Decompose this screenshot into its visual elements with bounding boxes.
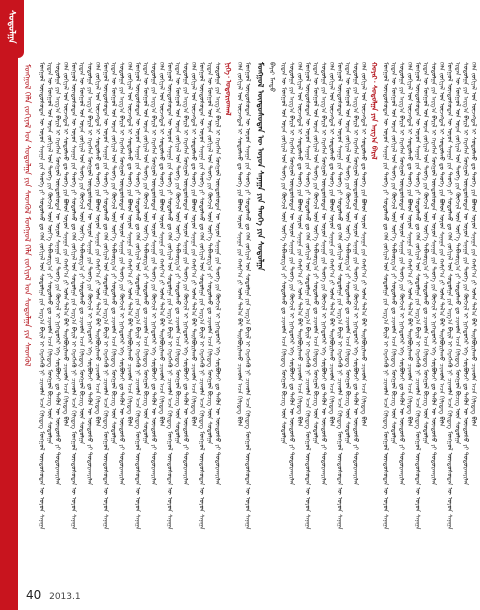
text-column: ᠰᠤᠳᠤᠯᠭᠠ ᠶᠢᠨ ᠠᠷᠭ᠎ᠠ ᠪᠠᠷᠢᠯ ᠢ ᠬᠡᠷᠡᠭᠯᠡᠨ ᠮᠣᠩᠭᠣᠯ ᠦᠨᠳᠦᠰᠦᠲᠡᠨ ᠦ ᠣᠶᠤᠨ ᠰᠠᠨᠠᠭᠠ ᠶᠢᠨ ᠲᠡᠦᠬᠡ ᠶᠢᠨ ᠬᠥᠭᠵᠢᠯ ᠢ ᠨᠢᠭᠡᠳᠦᠭᠡᠷ ᠡᠬᠡ ᠰᠤᠷᠪᠤᠯᠵᠢ ᠳᠤ ᠲᠡᠭᠦᠨ ᠦ ᠦᠨᠳᠦᠰᠦ ᠶᠢ ᠲᠣᠳᠤᠷᠬᠠᠶᠢᠯᠠᠨ: [398, 62, 405, 486]
text-column: ᠬᠡᠯᠡ ᠵᠣᠬᠢᠶᠠᠯ ᠤᠨ ᠦᠵᠡᠭᠳᠡᠯ ᠢ ᠰᠤᠳᠤᠯᠬᠤ ᠳᠤ ᠲᠡᠦᠬᠡ ᠶᠢᠨ ᠪᠣᠯᠤᠨ ᠣᠶᠤᠨ ᠰᠠᠨᠠᠭᠠ ᠶᠢᠨ ᠬᠠᠮᠢᠶ᠎ᠠ ᠶᠢ ᠣᠯᠠᠨ ᠲᠠᠯ᠎ᠠ ᠪᠠᠷ ᠲᠠᠢᠯᠪᠤᠷᠢᠯᠠᠬᠤ ᠴᠢᠬᠤᠯᠠ ᠠᠴᠠ ᠬᠢᠯᠢᠳᠡᠭ ᠪᠢᠯᠡ: [470, 62, 477, 427]
text-column: ᠰᠤᠳᠤᠯᠭᠠ ᠶᠢᠨ ᠠᠷᠭ᠎ᠠ ᠪᠠᠷᠢᠯ ᠢ ᠬᠡᠷᠡᠭᠯᠡᠨ ᠮᠣᠩᠭᠣᠯ ᠦᠨᠳᠦᠰᠦᠲᠡᠨ ᠦ ᠣᠶᠤᠨ ᠰᠠᠨᠠᠭᠠ ᠶᠢᠨ ᠲᠡᠦᠬᠡ ᠶᠢᠨ ᠬᠥᠭᠵᠢᠯ ᠢ ᠨᠢᠭᠡᠳᠦᠭᠡᠷ ᠡᠬᠡ ᠰᠤᠷᠪᠤᠯᠵᠢ ᠳᠤ ᠲᠡᠭᠦᠨ ᠦ ᠦᠨᠳᠦᠰᠦ ᠶᠢ ᠲᠣᠳᠤᠷᠬᠠᠶᠢᠯᠠᠨ: [54, 62, 61, 486]
text-column: ᠮᠣᠩᠭᠣᠯ ᠦᠨᠳᠦᠰᠦᠲᠡᠨ ᠦ ᠣᠶᠤᠨ ᠰᠠᠨᠠᠭᠠ ᠶᠢᠨ ᠲᠡᠦᠬᠡ ᠶᠢ ᠰᠤᠳᠤᠯᠬᠤ ᠳᠤ ᠬᠡᠯᠡ ᠵᠣᠬᠢᠶᠠᠯ ᠤᠨ ᠰᠤᠳᠤᠯᠭᠠ ᠶᠢᠨ ᠠᠷᠭ᠎ᠠ ᠪᠠᠷᠢᠯ ᠢ ᠬᠡᠷᠡᠭᠯᠡᠬᠦ ᠨᠢ ᠴᠢᠬᠤᠯᠠ ᠠᠴᠠ ᠬᠢᠯᠢᠳᠡᠭ ᠮᠣᠩᠭᠣᠯ ᠦᠨᠳᠦᠰᠦᠲᠡᠨ ᠦ ᠣᠶᠤᠨ ᠰᠠᠨᠠᠭᠠ: [336, 62, 343, 530]
text-column: ᠮᠣᠩᠭᠣᠯ ᠦᠨᠳᠦᠰᠦᠲᠡᠨ ᠦ ᠣᠶᠤᠨ ᠰᠠᠨᠠᠭᠠ ᠶᠢᠨ ᠲᠡᠦᠬᠡ ᠶᠢ ᠰᠤᠳᠤᠯᠬᠤ ᠳᠤ ᠬᠡᠯᠡ ᠵᠣᠬᠢᠶᠠᠯ ᠤᠨ ᠰᠤᠳᠤᠯᠭᠠ ᠶᠢᠨ ᠠᠷᠭ᠎ᠠ ᠪᠠᠷᠢᠯ ᠢ ᠬᠡᠷᠡᠭᠯᠡᠬᠦ ᠨᠢ ᠴᠢᠬᠤᠯᠠ ᠠᠴᠠ ᠬᠢᠯᠢᠳᠡᠭ ᠮᠣᠩᠭᠣᠯ ᠦᠨᠳᠦᠰᠦᠲᠡᠨ ᠦ ᠣᠶᠤᠨ ᠰᠠᠨᠠᠭᠠ: [166, 62, 173, 530]
text-column: ᠰᠤᠳᠤᠯᠭᠠ ᠶᠢᠨ ᠠᠷᠭ᠎ᠠ ᠪᠠᠷᠢᠯ ᠢ ᠬᠡᠷᠡᠭᠯᠡᠨ ᠮᠣᠩᠭᠣᠯ ᠦᠨᠳᠦᠰᠦᠲᠡᠨ ᠦ ᠣᠶᠤᠨ ᠰᠠᠨᠠᠭᠠ ᠶᠢᠨ ᠲᠡᠦᠬᠡ ᠶᠢᠨ ᠬᠥᠭᠵᠢᠯ ᠢ ᠨᠢᠭᠡᠳᠦᠭᠡᠷ ᠡᠬᠡ ᠰᠤᠷᠪᠤᠯᠵᠢ ᠳᠤ ᠲᠡᠭᠦᠨ ᠦ ᠦᠨᠳᠦᠰᠦ ᠶᠢ ᠲᠣᠳᠤᠷᠬᠠᠶᠢᠯᠠᠨ: [430, 62, 437, 486]
article-title: ᠮᠣᠩᠭᠣᠯ ᠦᠨᠳᠦᠰᠦᠲᠡᠨ ᠦ ᠣᠶᠤᠨ ᠰᠠᠨᠠᠭᠠ ᠶᠢᠨ ᠲᠡᠦᠬᠡ ᠶᠢᠨ ᠰᠤᠳᠤᠯᠭᠠ: [256, 62, 266, 271]
text-column: ᠡᠷᠲᠡᠨ ᠦ ᠮᠣᠩᠭᠣᠯ ᠤᠨ ᠤᠷᠠᠨ ᠵᠣᠬᠢᠶᠠᠯ ᠤᠨ ᠲᠡᠦᠬᠡ ᠶᠢᠨ ᠬᠥᠭᠵᠢᠯ ᠦᠨ ᠦᠶ᠎ᠡ ᠳᠠᠪᠬᠤᠷᠭ᠎ᠠ ᠶᠢ ᠰᠤᠳᠤᠯᠬᠤ ᠳᠤ ᠴᠢᠬᠤᠯᠠ ᠠᠴᠠ ᠬᠢᠯᠢᠳᠡᠭ ᠮᠣᠩᠭᠣᠯ ᠪᠢᠴᠢᠭ ᠦᠨ ᠰᠤᠳᠤᠯᠭᠠ: [174, 62, 181, 445]
text-column: ᠬᠡᠯᠡ ᠵᠣᠬᠢᠶᠠᠯ ᠤᠨ ᠦᠵᠡᠭᠳᠡᠯ ᠢ ᠰᠤᠳᠤᠯᠬᠤ ᠳᠤ ᠲᠡᠦᠬᠡ ᠶᠢᠨ ᠪᠣᠯᠤᠨ ᠣᠶᠤᠨ ᠰᠠᠨᠠᠭᠠ ᠶᠢᠨ ᠬᠠᠮᠢᠶ᠎ᠠ ᠶᠢ ᠣᠯᠠᠨ ᠲᠠᠯ᠎ᠠ ᠪᠠᠷ ᠲᠠᠢᠯᠪᠤᠷᠢᠯᠠᠬᠤ ᠴᠢᠬᠤᠯᠠ ᠠᠴᠠ ᠬᠢᠯᠢᠳᠡᠭ ᠪᠢᠯᠡ: [236, 62, 243, 427]
text-column: ᠬᠡᠯᠡ ᠵᠣᠬᠢᠶᠠᠯ ᠤᠨ ᠦᠵᠡᠭᠳᠡᠯ ᠢ ᠰᠤᠳᠤᠯᠬᠤ ᠳᠤ ᠲᠡᠦᠬᠡ ᠶᠢᠨ ᠪᠣᠯᠤᠨ ᠣᠶᠤᠨ ᠰᠠᠨᠠᠭᠠ ᠶᠢᠨ ᠬᠠᠮᠢᠶ᠎ᠠ ᠶᠢ ᠣᠯᠠᠨ ᠲᠠᠯ᠎ᠠ ᠪᠠᠷ ᠲᠠᠢᠯᠪᠤᠷᠢᠯᠠᠬᠤ ᠴᠢᠬᠤᠯᠠ ᠠᠴᠠ ᠬᠢᠯᠢᠳᠡᠭ ᠪᠢᠯᠡ: [438, 62, 445, 427]
section-tab-label: ᠰᠤᠳᠤᠯᠭᠠ: [6, 10, 16, 44]
text-column: ᠮᠣᠩᠭᠣᠯ ᠦᠨᠳᠦᠰᠦᠲᠡᠨ ᠦ ᠣᠶᠤᠨ ᠰᠠᠨᠠᠭᠠ ᠶᠢᠨ ᠲᠡᠦᠬᠡ ᠶᠢ ᠰᠤᠳᠤᠯᠬᠤ ᠳᠤ ᠬᠡᠯᠡ ᠵᠣᠬᠢᠶᠠᠯ ᠤᠨ ᠰᠤᠳᠤᠯᠭᠠ ᠶᠢᠨ ᠠᠷᠭ᠎ᠠ ᠪᠠᠷᠢᠯ ᠢ ᠬᠡᠷᠡᠭᠯᠡᠬᠦ ᠨᠢ ᠴᠢᠬᠤᠯᠠ ᠠᠴᠠ ᠬᠢᠯᠢᠳᠡᠭ ᠮᠣᠩᠭᠣᠯ ᠦᠨᠳᠦᠰᠦᠲᠡᠨ ᠦ ᠣᠶᠤᠨ ᠰᠠᠨᠠᠭᠠ: [102, 62, 109, 530]
page-number: 40: [26, 588, 42, 602]
text-column: ᠰᠤᠳᠤᠯᠭᠠ ᠶᠢᠨ ᠠᠷᠭ᠎ᠠ ᠪᠠᠷᠢᠯ ᠢ ᠬᠡᠷᠡᠭᠯᠡᠨ ᠮᠣᠩᠭᠣᠯ ᠦᠨᠳᠦᠰᠦᠲᠡᠨ ᠦ ᠣᠶᠤᠨ ᠰᠠᠨᠠᠭᠠ ᠶᠢᠨ ᠲᠡᠦᠬᠡ ᠶᠢᠨ ᠬᠥᠭᠵᠢᠯ ᠢ ᠨᠢᠭᠡᠳᠦᠭᠡᠷ ᠡᠬᠡ ᠰᠤᠷᠪᠤᠯᠵᠢ ᠳᠤ ᠲᠡᠭᠦᠨ ᠦ ᠦᠨᠳᠦᠰᠦ ᠶᠢ ᠲᠣᠳᠤᠷᠬᠠᠶᠢᠯᠠᠨ: [150, 62, 157, 486]
text-column: ᠬᠡᠯᠡ ᠵᠣᠬᠢᠶᠠᠯ ᠤᠨ ᠦᠵᠡᠭᠳᠡᠯ ᠢ ᠰᠤᠳᠤᠯᠬᠤ ᠳᠤ ᠲᠡᠦᠬᠡ ᠶᠢᠨ ᠪᠣᠯᠤᠨ ᠣᠶᠤᠨ ᠰᠠᠨᠠᠭᠠ ᠶᠢᠨ ᠬᠠᠮᠢᠶ᠎ᠠ ᠶᠢ ᠣᠯᠠᠨ ᠲᠠᠯ᠎ᠠ ᠪᠠᠷ ᠲᠠᠢᠯᠪᠤᠷᠢᠯᠠᠬᠤ ᠴᠢᠬᠤᠯᠠ ᠠᠴᠠ ᠬᠢᠯᠢᠳᠡᠭ ᠪᠢᠯᠡ: [158, 62, 165, 427]
text-column: ᠮᠣᠩᠭᠣᠯ ᠦᠨᠳᠦᠰᠦᠲᠡᠨ ᠦ ᠣᠶᠤᠨ ᠰᠠᠨᠠᠭᠠ ᠶᠢᠨ ᠲᠡᠦᠬᠡ ᠶᠢ ᠰᠤᠳᠤᠯᠬᠤ ᠳᠤ ᠬᠡᠯᠡ ᠵᠣᠬᠢᠶᠠᠯ ᠤᠨ ᠰᠤᠳᠤᠯᠭᠠ ᠶᠢᠨ ᠠᠷᠭ᠎ᠠ ᠪᠠᠷᠢᠯ ᠢ ᠬᠡᠷᠡᠭᠯᠡᠬᠦ ᠨᠢ ᠴᠢᠬᠤᠯᠠ ᠠᠴᠠ ᠬᠢᠯᠢᠳᠡᠭ ᠮᠣᠩᠭᠣᠯ ᠦᠨᠳᠦᠰᠦᠲᠡᠨ ᠦ ᠣᠶᠤᠨ ᠰᠠᠨᠠᠭᠠ: [244, 62, 251, 530]
text-column: ᠰᠤᠳᠤᠯᠭᠠ ᠶᠢᠨ ᠠᠷᠭ᠎ᠠ ᠪᠠᠷᠢᠯ ᠢ ᠬᠡᠷᠡᠭᠯᠡᠨ ᠮᠣᠩᠭᠣᠯ ᠦᠨᠳᠦᠰᠦᠲᠡᠨ ᠦ ᠣᠶᠤᠨ ᠰᠠᠨᠠᠭᠠ ᠶᠢᠨ ᠲᠡᠦᠬᠡ ᠶᠢᠨ ᠬᠥᠭᠵᠢᠯ ᠢ ᠨᠢᠭᠡᠳᠦᠭᠡᠷ ᠡᠬᠡ ᠰᠤᠷᠪᠤᠯᠵᠢ ᠳᠤ ᠲᠡᠭᠦᠨ ᠦ ᠦᠨᠳᠦᠰᠦ ᠶᠢ ᠲᠣᠳᠤᠷᠬᠠᠶᠢᠯᠠᠨ: [462, 62, 469, 486]
text-column: ᠡᠷᠲᠡᠨ ᠦ ᠮᠣᠩᠭᠣᠯ ᠤᠨ ᠤᠷᠠᠨ ᠵᠣᠬᠢᠶᠠᠯ ᠤᠨ ᠲᠡᠦᠬᠡ ᠶᠢᠨ ᠬᠥᠭᠵᠢᠯ ᠦᠨ ᠦᠶ᠎ᠡ ᠳᠠᠪᠬᠤᠷᠭ᠎ᠠ ᠶᠢ ᠰᠤᠳᠤᠯᠬᠤ ᠳᠤ ᠴᠢᠬᠤᠯᠠ ᠠᠴᠠ ᠬᠢᠯᠢᠳᠡᠭ ᠮᠣᠩᠭᠣᠯ ᠪᠢᠴᠢᠭ ᠦᠨ ᠰᠤᠳᠤᠯᠭᠠ: [280, 62, 287, 445]
text-column: ᠰᠤᠳᠤᠯᠭᠠ ᠶᠢᠨ ᠠᠷᠭ᠎ᠠ ᠪᠠᠷᠢᠯ ᠢ ᠬᠡᠷᠡᠭᠯᠡᠨ ᠮᠣᠩᠭᠣᠯ ᠦᠨᠳᠦᠰᠦᠲᠡᠨ ᠦ ᠣᠶᠤᠨ ᠰᠠᠨᠠᠭᠠ ᠶᠢᠨ ᠲᠡᠦᠬᠡ ᠶᠢᠨ ᠬᠥᠭᠵᠢᠯ ᠢ ᠨᠢᠭᠡᠳᠦᠭᠡᠷ ᠡᠬᠡ ᠰᠤᠷᠪᠤᠯᠵᠢ ᠳᠤ ᠲᠡᠭᠦᠨ ᠦ ᠦᠨᠳᠦᠰᠦ ᠶᠢ ᠲᠣᠳᠤᠷᠬᠠᠶᠢᠯᠠᠨ: [86, 62, 93, 486]
text-column: ᠰᠤᠳᠤᠯᠭᠠ ᠶᠢᠨ ᠠᠷᠭ᠎ᠠ ᠪᠠᠷᠢᠯ ᠢ ᠬᠡᠷᠡᠭᠯᠡᠨ ᠮᠣᠩᠭᠣᠯ ᠦᠨᠳᠦᠰᠦᠲᠡᠨ ᠦ ᠣᠶᠤᠨ ᠰᠠᠨᠠᠭᠠ ᠶᠢᠨ ᠲᠡᠦᠬᠡ ᠶᠢᠨ ᠬᠥᠭᠵᠢᠯ ᠢ ᠨᠢᠭᠡᠳᠦᠭᠡᠷ ᠡᠬᠡ ᠰᠤᠷᠪᠤᠯᠵᠢ ᠳᠤ ᠲᠡᠭᠦᠨ ᠦ ᠦᠨᠳᠦᠰᠦ ᠶᠢ ᠲᠣᠳᠤᠷᠬᠠᠶᠢᠯᠠᠨ: [288, 62, 295, 486]
text-column: ᠡᠷᠲᠡᠨ ᠦ ᠮᠣᠩᠭᠣᠯ ᠤᠨ ᠤᠷᠠᠨ ᠵᠣᠬᠢᠶᠠᠯ ᠤᠨ ᠲᠡᠦᠬᠡ ᠶᠢᠨ ᠬᠥᠭᠵᠢᠯ ᠦᠨ ᠦᠶ᠎ᠡ ᠳᠠᠪᠬᠤᠷᠭ᠎ᠠ ᠶᠢ ᠰᠤᠳᠤᠯᠬᠤ ᠳᠤ ᠴᠢᠬᠤᠯᠠ ᠠᠴᠠ ᠬᠢᠯᠢᠳᠡᠭ ᠮᠣᠩᠭᠣᠯ ᠪᠢᠴᠢᠭ ᠦᠨ ᠰᠤᠳᠤᠯᠭᠠ: [454, 62, 461, 445]
text-column: ᠬᠡᠯᠡ ᠵᠣᠬᠢᠶᠠᠯ ᠤᠨ ᠦᠵᠡᠭᠳᠡᠯ ᠢ ᠰᠤᠳᠤᠯᠬᠤ ᠳᠤ ᠲᠡᠦᠬᠡ ᠶᠢᠨ ᠪᠣᠯᠤᠨ ᠣᠶᠤᠨ ᠰᠠᠨᠠᠭᠠ ᠶᠢᠨ ᠬᠠᠮᠢᠶ᠎ᠠ ᠶᠢ ᠣᠯᠠᠨ ᠲᠠᠯ᠎ᠠ ᠪᠠᠷ ᠲᠠᠢᠯᠪᠤᠷᠢᠯᠠᠬᠤ ᠴᠢᠬᠤᠯᠠ ᠠᠴᠠ ᠬᠢᠯᠢᠳᠡᠭ ᠪᠢᠯᠡ: [360, 62, 367, 427]
text-column: ᠰᠤᠳᠤᠯᠭᠠ ᠶᠢᠨ ᠠᠷᠭ᠎ᠠ ᠪᠠᠷᠢᠯ ᠢ ᠬᠡᠷᠡᠭᠯᠡᠨ ᠮᠣᠩᠭᠣᠯ ᠦᠨᠳᠦᠰᠦᠲᠡᠨ ᠦ ᠣᠶᠤᠨ ᠰᠠᠨᠠᠭᠠ ᠶᠢᠨ ᠲᠡᠦᠬᠡ ᠶᠢᠨ ᠬᠥᠭᠵᠢᠯ ᠢ ᠨᠢᠭᠡᠳᠦᠭᠡᠷ ᠡᠬᠡ ᠰᠤᠷᠪᠤᠯᠵᠢ ᠳᠤ ᠲᠡᠭᠦᠨ ᠦ ᠦᠨᠳᠦᠰᠦ ᠶᠢ ᠲᠣᠳᠤᠷᠬᠠᠶᠢᠯᠠᠨ: [320, 62, 327, 486]
text-column: ᠮᠣᠩᠭᠣᠯ ᠦᠨᠳᠦᠰᠦᠲᠡᠨ ᠦ ᠣᠶᠤᠨ ᠰᠠᠨᠠᠭᠠ ᠶᠢᠨ ᠲᠡᠦᠬᠡ ᠶᠢ ᠰᠤᠳᠤᠯᠬᠤ ᠳᠤ ᠬᠡᠯᠡ ᠵᠣᠬᠢᠶᠠᠯ ᠤᠨ ᠰᠤᠳᠤᠯᠭᠠ ᠶᠢᠨ ᠠᠷᠭ᠎ᠠ ᠪᠠᠷᠢᠯ ᠢ ᠬᠡᠷᠡᠭᠯᠡᠬᠦ ᠨᠢ ᠴᠢᠬᠤᠯᠠ ᠠᠴᠠ ᠬᠢᠯᠢᠳᠡᠭ ᠮᠣᠩᠭᠣᠯ ᠦᠨᠳᠦᠰᠦᠲᠡᠨ ᠦ ᠣᠶᠤᠨ ᠰᠠᠨᠠᠭᠠ: [38, 62, 45, 530]
text-column: ᠰᠤᠳᠤᠯᠭᠠ ᠶᠢᠨ ᠠᠷᠭ᠎ᠠ ᠪᠠᠷᠢᠯ ᠢ ᠬᠡᠷᠡᠭᠯᠡᠨ ᠮᠣᠩᠭᠣᠯ ᠦᠨᠳᠦᠰᠦᠲᠡᠨ ᠦ ᠣᠶᠤᠨ ᠰᠠᠨᠠᠭᠠ ᠶᠢᠨ ᠲᠡᠦᠬᠡ ᠶᠢᠨ ᠬᠥᠭᠵᠢᠯ ᠢ ᠨᠢᠭᠡᠳᠦᠭᠡᠷ ᠡᠬᠡ ᠰᠤᠷᠪᠤᠯᠵᠢ ᠳᠤ ᠲᠡᠭᠦᠨ ᠦ ᠦᠨᠳᠦᠰᠦ ᠶᠢ ᠲᠣᠳᠤᠷᠬᠠᠶᠢᠯᠠᠨ: [182, 62, 189, 486]
section-heading: ᠨᠢᠭᠡ᠂ ᠤᠳᠤᠷᠢᠳᠬᠠᠯ: [224, 62, 233, 116]
text-column: ᠬᠡᠯᠡ ᠵᠣᠬᠢᠶᠠᠯ ᠤᠨ ᠦᠵᠡᠭᠳᠡᠯ ᠢ ᠰᠤᠳᠤᠯᠬᠤ ᠳᠤ ᠲᠡᠦᠬᠡ ᠶᠢᠨ ᠪᠣᠯᠤᠨ ᠣᠶᠤᠨ ᠰᠠᠨᠠᠭᠠ ᠶᠢᠨ ᠬᠠᠮᠢᠶ᠎ᠠ ᠶᠢ ᠣᠯᠠᠨ ᠲᠠᠯ᠎ᠠ ᠪᠠᠷ ᠲᠠᠢᠯᠪᠤᠷᠢᠯᠠᠬᠤ ᠴᠢᠬᠤᠯᠠ ᠠᠴᠠ ᠬᠢᠯᠢᠳᠡᠭ ᠪᠢᠯᠡ: [126, 62, 133, 427]
text-column: ᠬᠡᠯᠡ ᠵᠣᠬᠢᠶᠠᠯ ᠤᠨ ᠦᠵᠡᠭᠳᠡᠯ ᠢ ᠰᠤᠳᠤᠯᠬᠤ ᠳᠤ ᠲᠡᠦᠬᠡ ᠶᠢᠨ ᠪᠣᠯᠤᠨ ᠣᠶᠤᠨ ᠰᠠᠨᠠᠭᠠ ᠶᠢᠨ ᠬᠠᠮᠢᠶ᠎ᠠ ᠶᠢ ᠣᠯᠠᠨ ᠲᠠᠯ᠎ᠠ ᠪᠠᠷ ᠲᠠᠢᠯᠪᠤᠷᠢᠯᠠᠬᠤ ᠴᠢᠬᠤᠯᠠ ᠠᠴᠠ ᠬᠢᠯᠢᠳᠡᠭ ᠪᠢᠯᠡ: [328, 62, 335, 427]
text-column: ᠡᠷᠲᠡᠨ ᠦ ᠮᠣᠩᠭᠣᠯ ᠤᠨ ᠤᠷᠠᠨ ᠵᠣᠬᠢᠶᠠᠯ ᠤᠨ ᠲᠡᠦᠬᠡ ᠶᠢᠨ ᠬᠥᠭᠵᠢᠯ ᠦᠨ ᠦᠶ᠎ᠡ ᠳᠠᠪᠬᠤᠷᠭ᠎ᠠ ᠶᠢ ᠰᠤᠳᠤᠯᠬᠤ ᠳᠤ ᠴᠢᠬᠤᠯᠠ ᠠᠴᠠ ᠬᠢᠯᠢᠳᠡᠭ ᠮᠣᠩᠭᠣᠯ ᠪᠢᠴᠢᠭ ᠦᠨ ᠰᠤᠳᠤᠯᠭᠠ: [142, 62, 149, 445]
page-footer: [26, 588, 81, 602]
text-column: ᠡᠷᠲᠡᠨ ᠦ ᠮᠣᠩᠭᠣᠯ ᠤᠨ ᠤᠷᠠᠨ ᠵᠣᠬᠢᠶᠠᠯ ᠤᠨ ᠲᠡᠦᠬᠡ ᠶᠢᠨ ᠬᠥᠭᠵᠢᠯ ᠦᠨ ᠦᠶ᠎ᠡ ᠳᠠᠪᠬᠤᠷᠭ᠎ᠠ ᠶᠢ ᠰᠤᠳᠤᠯᠬᠤ ᠳᠤ ᠴᠢᠬᠤᠯᠠ ᠠᠴᠠ ᠬᠢᠯᠢᠳᠡᠭ ᠮᠣᠩᠭᠣᠯ ᠪᠢᠴᠢᠭ ᠦᠨ ᠰᠤᠳᠤᠯᠭᠠ: [422, 62, 429, 445]
text-column: ᠡᠷᠲᠡᠨ ᠦ ᠮᠣᠩᠭᠣᠯ ᠤᠨ ᠤᠷᠠᠨ ᠵᠣᠬᠢᠶᠠᠯ ᠤᠨ ᠲᠡᠦᠬᠡ ᠶᠢᠨ ᠬᠥᠭᠵᠢᠯ ᠦᠨ ᠦᠶ᠎ᠡ ᠳᠠᠪᠬᠤᠷᠭ᠎ᠠ ᠶᠢ ᠰᠤᠳᠤᠯᠬᠤ ᠳᠤ ᠴᠢᠬᠤᠯᠠ ᠠᠴᠠ ᠬᠢᠯᠢᠳᠡᠭ ᠮᠣᠩᠭᠣᠯ ᠪᠢᠴᠢᠭ ᠦᠨ ᠰᠤᠳᠤᠯᠭᠠ: [110, 62, 117, 445]
text-column: ᠮᠣᠩᠭᠣᠯ ᠦᠨᠳᠦᠰᠦᠲᠡᠨ ᠦ ᠣᠶᠤᠨ ᠰᠠᠨᠠᠭᠠ ᠶᠢᠨ ᠲᠡᠦᠬᠡ ᠶᠢ ᠰᠤᠳᠤᠯᠬᠤ ᠳᠤ ᠬᠡᠯᠡ ᠵᠣᠬᠢᠶᠠᠯ ᠤᠨ ᠰᠤᠳᠤᠯᠭᠠ ᠶᠢᠨ ᠠᠷᠭ᠎ᠠ ᠪᠠᠷᠢᠯ ᠢ ᠬᠡᠷᠡᠭᠯᠡᠬᠦ ᠨᠢ ᠴᠢᠬᠤᠯᠠ ᠠᠴᠠ ᠬᠢᠯᠢᠳᠡᠭ ᠮᠣᠩᠭᠣᠯ ᠦᠨᠳᠦᠰᠦᠲᠡᠨ ᠦ ᠣᠶᠤᠨ ᠰᠠᠨᠠᠭᠠ: [414, 62, 421, 530]
text-column: ᠮᠣᠩᠭᠣᠯ ᠦᠨᠳᠦᠰᠦᠲᠡᠨ ᠦ ᠣᠶᠤᠨ ᠰᠠᠨᠠᠭᠠ ᠶᠢᠨ ᠲᠡᠦᠬᠡ ᠶᠢ ᠰᠤᠳᠤᠯᠬᠤ ᠳᠤ ᠬᠡᠯᠡ ᠵᠣᠬᠢᠶᠠᠯ ᠤᠨ ᠰᠤᠳᠤᠯᠭᠠ ᠶᠢᠨ ᠠᠷᠭ᠎ᠠ ᠪᠠᠷᠢᠯ ᠢ ᠬᠡᠷᠡᠭᠯᠡᠬᠦ ᠨᠢ ᠴᠢᠬᠤᠯᠠ ᠠᠴᠠ ᠬᠢᠯᠢᠳᠡᠭ ᠮᠣᠩᠭᠣᠯ ᠦᠨᠳᠦᠰᠦᠲᠡᠨ ᠦ ᠣᠶᠤᠨ ᠰᠠᠨᠠᠭᠠ: [382, 62, 389, 530]
text-column: ᠬᠡᠯᠡ ᠵᠣᠬᠢᠶᠠᠯ ᠤᠨ ᠦᠵᠡᠭᠳᠡᠯ ᠢ ᠰᠤᠳᠤᠯᠬᠤ ᠳᠤ ᠲᠡᠦᠬᠡ ᠶᠢᠨ ᠪᠣᠯᠤᠨ ᠣᠶᠤᠨ ᠰᠠᠨᠠᠭᠠ ᠶᠢᠨ ᠬᠠᠮᠢᠶ᠎ᠠ ᠶᠢ ᠣᠯᠠᠨ ᠲᠠᠯ᠎ᠠ ᠪᠠᠷ ᠲᠠᠢᠯᠪᠤᠷᠢᠯᠠᠬᠤ ᠴᠢᠬᠤᠯᠠ ᠠᠴᠠ ᠬᠢᠯᠢᠳᠡᠭ ᠪᠢᠯᠡ: [94, 62, 101, 427]
issue-label: 2013.1: [49, 592, 81, 602]
section-tab: [0, 0, 24, 58]
text-column: ᠡᠷᠲᠡᠨ ᠦ ᠮᠣᠩᠭᠣᠯ ᠤᠨ ᠤᠷᠠᠨ ᠵᠣᠬᠢᠶᠠᠯ ᠤᠨ ᠲᠡᠦᠬᠡ ᠶᠢᠨ ᠬᠥᠭᠵᠢᠯ ᠦᠨ ᠦᠶ᠎ᠡ ᠳᠠᠪᠬᠤᠷᠭ᠎ᠠ ᠶᠢ ᠰᠤᠳᠤᠯᠬᠤ ᠳᠤ ᠴᠢᠬᠤᠯᠠ ᠠᠴᠠ ᠬᠢᠯᠢᠳᠡᠭ ᠮᠣᠩᠭᠣᠯ ᠪᠢᠴᠢᠭ ᠦᠨ ᠰᠤᠳᠤᠯᠭᠠ: [390, 62, 397, 445]
text-column: ᠡᠷᠲᠡᠨ ᠦ ᠮᠣᠩᠭᠣᠯ ᠤᠨ ᠤᠷᠠᠨ ᠵᠣᠬᠢᠶᠠᠯ ᠤᠨ ᠲᠡᠦᠬᠡ ᠶᠢᠨ ᠬᠥᠭᠵᠢᠯ ᠦᠨ ᠦᠶ᠎ᠡ ᠳᠠᠪᠬᠤᠷᠭ᠎ᠠ ᠶᠢ ᠰᠤᠳᠤᠯᠬᠤ ᠳᠤ ᠴᠢᠬᠤᠯᠠ ᠠᠴᠠ ᠬᠢᠯᠢᠳᠡᠭ ᠮᠣᠩᠭᠣᠯ ᠪᠢᠴᠢᠭ ᠦᠨ ᠰᠤᠳᠤᠯᠭᠠ: [78, 62, 85, 445]
text-column: ᠡᠷᠲᠡᠨ ᠦ ᠮᠣᠩᠭᠣᠯ ᠤᠨ ᠤᠷᠠᠨ ᠵᠣᠬᠢᠶᠠᠯ ᠤᠨ ᠲᠡᠦᠬᠡ ᠶᠢᠨ ᠬᠥᠭᠵᠢᠯ ᠦᠨ ᠦᠶ᠎ᠡ ᠳᠠᠪᠬᠤᠷᠭ᠎ᠠ ᠶᠢ ᠰᠤᠳᠤᠯᠬᠤ ᠳᠤ ᠴᠢᠬᠤᠯᠠ ᠠᠴᠠ ᠬᠢᠯᠢᠳᠡᠭ ᠮᠣᠩᠭᠣᠯ ᠪᠢᠴᠢᠭ ᠦᠨ ᠰᠤᠳᠤᠯᠭᠠ: [312, 62, 319, 445]
text-column: ᠡᠷᠲᠡᠨ ᠦ ᠮᠣᠩᠭᠣᠯ ᠤᠨ ᠤᠷᠠᠨ ᠵᠣᠬᠢᠶᠠᠯ ᠤᠨ ᠲᠡᠦᠬᠡ ᠶᠢᠨ ᠬᠥᠭᠵᠢᠯ ᠦᠨ ᠦᠶ᠎ᠡ ᠳᠠᠪᠬᠤᠷᠭ᠎ᠠ ᠶᠢ ᠰᠤᠳᠤᠯᠬᠤ ᠳᠤ ᠴᠢᠬᠤᠯᠠ ᠠᠴᠠ ᠬᠢᠯᠢᠳᠡᠭ ᠮᠣᠩᠭᠣᠯ ᠪᠢᠴᠢᠭ ᠦᠨ ᠰᠤᠳᠤᠯᠭᠠ: [46, 62, 53, 445]
text-column: ᠰᠤᠳᠤᠯᠭᠠ ᠶᠢᠨ ᠠᠷᠭ᠎ᠠ ᠪᠠᠷᠢᠯ ᠢ ᠬᠡᠷᠡᠭᠯᠡᠨ ᠮᠣᠩᠭᠣᠯ ᠦᠨᠳᠦᠰᠦᠲᠡᠨ ᠦ ᠣᠶᠤᠨ ᠰᠠᠨᠠᠭᠠ ᠶᠢᠨ ᠲᠡᠦᠬᠡ ᠶᠢᠨ ᠬᠥᠭᠵᠢᠯ ᠢ ᠨᠢᠭᠡᠳᠦᠭᠡᠷ ᠡᠬᠡ ᠰᠤᠷᠪᠤᠯᠵᠢ ᠳᠤ ᠲᠡᠭᠦᠨ ᠦ ᠦᠨᠳᠦᠰᠦ ᠶᠢ ᠲᠣᠳᠤᠷᠬᠠᠶᠢᠯᠠᠨ: [352, 62, 359, 486]
text-column: ᠰᠤᠳᠤᠯᠭᠠ ᠶᠢᠨ ᠠᠷᠭ᠎ᠠ ᠪᠠᠷᠢᠯ ᠢ ᠬᠡᠷᠡᠭᠯᠡᠨ ᠮᠣᠩᠭᠣᠯ ᠦᠨᠳᠦᠰᠦᠲᠡᠨ ᠦ ᠣᠶᠤᠨ ᠰᠠᠨᠠᠭᠠ ᠶᠢᠨ ᠲᠡᠦᠬᠡ ᠶᠢᠨ ᠬᠥᠭᠵᠢᠯ ᠢ ᠨᠢᠭᠡᠳᠦᠭᠡᠷ ᠡᠬᠡ ᠰᠤᠷᠪᠤᠯᠵᠢ ᠳᠤ ᠲᠡᠭᠦᠨ ᠦ ᠦᠨᠳᠦᠰᠦ ᠶᠢ ᠲᠣᠳᠤᠷᠬᠠᠶᠢᠯᠠᠨ: [118, 62, 125, 486]
article-author: ᠪᠠᠶᠠᠷ ᠮᠡᠨᠳᠦ: [268, 62, 276, 93]
text-column: ᠡᠷᠲᠡᠨ ᠦ ᠮᠣᠩᠭᠣᠯ ᠤᠨ ᠤᠷᠠᠨ ᠵᠣᠬᠢᠶᠠᠯ ᠤᠨ ᠲᠡᠦᠬᠡ ᠶᠢᠨ ᠬᠥᠭᠵᠢᠯ ᠦᠨ ᠦᠶ᠎ᠡ ᠳᠠᠪᠬᠤᠷᠭ᠎ᠠ ᠶᠢ ᠰᠤᠳᠤᠯᠬᠤ ᠳᠤ ᠴᠢᠬᠤᠯᠠ ᠠᠴᠠ ᠬᠢᠯᠢᠳᠡᠭ ᠮᠣᠩᠭᠣᠯ ᠪᠢᠴᠢᠭ ᠦᠨ ᠰᠤᠳᠤᠯᠭᠠ: [206, 62, 213, 445]
text-column: ᠬᠡᠯᠡ ᠵᠣᠬᠢᠶᠠᠯ ᠤᠨ ᠦᠵᠡᠭᠳᠡᠯ ᠢ ᠰᠤᠳᠤᠯᠬᠤ ᠳᠤ ᠲᠡᠦᠬᠡ ᠶᠢᠨ ᠪᠣᠯᠤᠨ ᠣᠶᠤᠨ ᠰᠠᠨᠠᠭᠠ ᠶᠢᠨ ᠬᠠᠮᠢᠶ᠎ᠠ ᠶᠢ ᠣᠯᠠᠨ ᠲᠠᠯ᠎ᠠ ᠪᠠᠷ ᠲᠠᠢᠯᠪᠤᠷᠢᠯᠠᠬᠤ ᠴᠢᠬᠤᠯᠠ ᠠᠴᠠ ᠬᠢᠯᠢᠳᠡᠭ ᠪᠢᠯᠡ: [190, 62, 197, 427]
running-header: ᠮᠣᠩᠭᠣᠯ ᠬᠡᠯᠡ ᠵᠣᠬᠢᠶᠠᠯ ᠤᠨ ᠰᠤᠳᠤᠯᠭᠠ ᠶᠢᠨ ᠰᠡᠳᠬᠦᠯ ᠮᠣᠩᠭᠣᠯ ᠬᠡᠯᠡ ᠵᠣᠬᠢᠶᠠᠯ ᠤᠨ ᠰᠤᠳᠤᠯᠭᠠ ᠶᠢᠨ ᠰᠡᠳᠬᠦᠯ: [23, 64, 32, 367]
text-column: ᠰᠤᠳᠤᠯᠭᠠ ᠶᠢᠨ ᠠᠷᠭ᠎ᠠ ᠪᠠᠷᠢᠯ ᠢ ᠬᠡᠷᠡᠭᠯᠡᠨ ᠮᠣᠩᠭᠣᠯ ᠦᠨᠳᠦᠰᠦᠲᠡᠨ ᠦ ᠣᠶᠤᠨ ᠰᠠᠨᠠᠭᠠ ᠶᠢᠨ ᠲᠡᠦᠬᠡ ᠶᠢᠨ ᠬᠥᠭᠵᠢᠯ ᠢ ᠨᠢᠭᠡᠳᠦᠭᠡᠷ ᠡᠬᠡ ᠰᠤᠷᠪᠤᠯᠵᠢ ᠳᠤ ᠲᠡᠭᠦᠨ ᠦ ᠦᠨᠳᠦᠰᠦ ᠶᠢ ᠲᠣᠳᠤᠷᠬᠠᠶᠢᠯᠠᠨ: [214, 62, 221, 486]
text-column: ᠮᠣᠩᠭᠣᠯ ᠦᠨᠳᠦᠰᠦᠲᠡᠨ ᠦ ᠣᠶᠤᠨ ᠰᠠᠨᠠᠭᠠ ᠶᠢᠨ ᠲᠡᠦᠬᠡ ᠶᠢ ᠰᠤᠳᠤᠯᠬᠤ ᠳᠤ ᠬᠡᠯᠡ ᠵᠣᠬᠢᠶᠠᠯ ᠤᠨ ᠰᠤᠳᠤᠯᠭᠠ ᠶᠢᠨ ᠠᠷᠭ᠎ᠠ ᠪᠠᠷᠢᠯ ᠢ ᠬᠡᠷᠡᠭᠯᠡᠬᠦ ᠨᠢ ᠴᠢᠬᠤᠯᠠ ᠠᠴᠠ ᠬᠢᠯᠢᠳᠡᠭ ᠮᠣᠩᠭᠣᠯ ᠦᠨᠳᠦᠰᠦᠲᠡᠨ ᠦ ᠣᠶᠤᠨ ᠰᠠᠨᠠᠭᠠ: [70, 62, 77, 530]
section-heading: ᠬᠣᠶᠠᠷ᠂ ᠰᠤᠳᠤᠯᠭᠠ ᠶᠢᠨ ᠠᠷᠭ᠎ᠠ ᠪᠠᠷᠢᠯ: [370, 62, 379, 160]
text-column: ᠮᠣᠩᠭᠣᠯ ᠦᠨᠳᠦᠰᠦᠲᠡᠨ ᠦ ᠣᠶᠤᠨ ᠰᠠᠨᠠᠭᠠ ᠶᠢᠨ ᠲᠡᠦᠬᠡ ᠶᠢ ᠰᠤᠳᠤᠯᠬᠤ ᠳᠤ ᠬᠡᠯᠡ ᠵᠣᠬᠢᠶᠠᠯ ᠤᠨ ᠰᠤᠳᠤᠯᠭᠠ ᠶᠢᠨ ᠠᠷᠭ᠎ᠠ ᠪᠠᠷᠢᠯ ᠢ ᠬᠡᠷᠡᠭᠯᠡᠬᠦ ᠨᠢ ᠴᠢᠬᠤᠯᠠ ᠠᠴᠠ ᠬᠢᠯᠢᠳᠡᠭ ᠮᠣᠩᠭᠣᠯ ᠦᠨᠳᠦᠰᠦᠲᠡᠨ ᠦ ᠣᠶᠤᠨ ᠰᠠᠨᠠᠭᠠ: [198, 62, 205, 530]
text-column: ᠬᠡᠯᠡ ᠵᠣᠬᠢᠶᠠᠯ ᠤᠨ ᠦᠵᠡᠭᠳᠡᠯ ᠢ ᠰᠤᠳᠤᠯᠬᠤ ᠳᠤ ᠲᠡᠦᠬᠡ ᠶᠢᠨ ᠪᠣᠯᠤᠨ ᠣᠶᠤᠨ ᠰᠠᠨᠠᠭᠠ ᠶᠢᠨ ᠬᠠᠮᠢᠶ᠎ᠠ ᠶᠢ ᠣᠯᠠᠨ ᠲᠠᠯ᠎ᠠ ᠪᠠᠷ ᠲᠠᠢᠯᠪᠤᠷᠢᠯᠠᠬᠤ ᠴᠢᠬᠤᠯᠠ ᠠᠴᠠ ᠬᠢᠯᠢᠳᠡᠭ ᠪᠢᠯᠡ: [296, 62, 303, 427]
text-column: ᠮᠣᠩᠭᠣᠯ ᠦᠨᠳᠦᠰᠦᠲᠡᠨ ᠦ ᠣᠶᠤᠨ ᠰᠠᠨᠠᠭᠠ ᠶᠢᠨ ᠲᠡᠦᠬᠡ ᠶᠢ ᠰᠤᠳᠤᠯᠬᠤ ᠳᠤ ᠬᠡᠯᠡ ᠵᠣᠬᠢᠶᠠᠯ ᠤᠨ ᠰᠤᠳᠤᠯᠭᠠ ᠶᠢᠨ ᠠᠷᠭ᠎ᠠ ᠪᠠᠷᠢᠯ ᠢ ᠬᠡᠷᠡᠭᠯᠡᠬᠦ ᠨᠢ ᠴᠢᠬᠤᠯᠠ ᠠᠴᠠ ᠬᠢᠯᠢᠳᠡᠭ ᠮᠣᠩᠭᠣᠯ ᠦᠨᠳᠦᠰᠦᠲᠡᠨ ᠦ ᠣᠶᠤᠨ ᠰᠠᠨᠠᠭᠠ: [446, 62, 453, 530]
text-column: ᠡᠷᠲᠡᠨ ᠦ ᠮᠣᠩᠭᠣᠯ ᠤᠨ ᠤᠷᠠᠨ ᠵᠣᠬᠢᠶᠠᠯ ᠤᠨ ᠲᠡᠦᠬᠡ ᠶᠢᠨ ᠬᠥᠭᠵᠢᠯ ᠦᠨ ᠦᠶ᠎ᠡ ᠳᠠᠪᠬᠤᠷᠭ᠎ᠠ ᠶᠢ ᠰᠤᠳᠤᠯᠬᠤ ᠳᠤ ᠴᠢᠬᠤᠯᠠ ᠠᠴᠠ ᠬᠢᠯᠢᠳᠡᠭ ᠮᠣᠩᠭᠣᠯ ᠪᠢᠴᠢᠭ ᠦᠨ ᠰᠤᠳᠤᠯᠭᠠ: [344, 62, 351, 445]
text-column: ᠬᠡᠯᠡ ᠵᠣᠬᠢᠶᠠᠯ ᠤᠨ ᠦᠵᠡᠭᠳᠡᠯ ᠢ ᠰᠤᠳᠤᠯᠬᠤ ᠳᠤ ᠲᠡᠦᠬᠡ ᠶᠢᠨ ᠪᠣᠯᠤᠨ ᠣᠶᠤᠨ ᠰᠠᠨᠠᠭᠠ ᠶᠢᠨ ᠬᠠᠮᠢᠶ᠎ᠠ ᠶᠢ ᠣᠯᠠᠨ ᠲᠠᠯ᠎ᠠ ᠪᠠᠷ ᠲᠠᠢᠯᠪᠤᠷᠢᠯᠠᠬᠤ ᠴᠢᠬᠤᠯᠠ ᠠᠴᠠ ᠬᠢᠯᠢᠳᠡᠭ ᠪᠢᠯᠡ: [406, 62, 413, 427]
text-column: ᠬᠡᠯᠡ ᠵᠣᠬᠢᠶᠠᠯ ᠤᠨ ᠦᠵᠡᠭᠳᠡᠯ ᠢ ᠰᠤᠳᠤᠯᠬᠤ ᠳᠤ ᠲᠡᠦᠬᠡ ᠶᠢᠨ ᠪᠣᠯᠤᠨ ᠣᠶᠤᠨ ᠰᠠᠨᠠᠭᠠ ᠶᠢᠨ ᠬᠠᠮᠢᠶ᠎ᠠ ᠶᠢ ᠣᠯᠠᠨ ᠲᠠᠯ᠎ᠠ ᠪᠠᠷ ᠲᠠᠢᠯᠪᠤᠷᠢᠯᠠᠬᠤ ᠴᠢᠬᠤᠯᠠ ᠠᠴᠠ ᠬᠢᠯᠢᠳᠡᠭ ᠪᠢᠯᠡ: [62, 62, 69, 427]
red-sidebar: [0, 0, 18, 610]
text-column: ᠮᠣᠩᠭᠣᠯ ᠦᠨᠳᠦᠰᠦᠲᠡᠨ ᠦ ᠣᠶᠤᠨ ᠰᠠᠨᠠᠭᠠ ᠶᠢᠨ ᠲᠡᠦᠬᠡ ᠶᠢ ᠰᠤᠳᠤᠯᠬᠤ ᠳᠤ ᠬᠡᠯᠡ ᠵᠣᠬᠢᠶᠠᠯ ᠤᠨ ᠰᠤᠳᠤᠯᠭᠠ ᠶᠢᠨ ᠠᠷᠭ᠎ᠠ ᠪᠠᠷᠢᠯ ᠢ ᠬᠡᠷᠡᠭᠯᠡᠬᠦ ᠨᠢ ᠴᠢᠬᠤᠯᠠ ᠠᠴᠠ ᠬᠢᠯᠢᠳᠡᠭ ᠮᠣᠩᠭᠣᠯ ᠦᠨᠳᠦᠰᠦᠲᠡᠨ ᠦ ᠣᠶᠤᠨ ᠰᠠᠨᠠᠭᠠ: [304, 62, 311, 530]
text-column: ᠮᠣᠩᠭᠣᠯ ᠦᠨᠳᠦᠰᠦᠲᠡᠨ ᠦ ᠣᠶᠤᠨ ᠰᠠᠨᠠᠭᠠ ᠶᠢᠨ ᠲᠡᠦᠬᠡ ᠶᠢ ᠰᠤᠳᠤᠯᠬᠤ ᠳᠤ ᠬᠡᠯᠡ ᠵᠣᠬᠢᠶᠠᠯ ᠤᠨ ᠰᠤᠳᠤᠯᠭᠠ ᠶᠢᠨ ᠠᠷᠭ᠎ᠠ ᠪᠠᠷᠢᠯ ᠢ ᠬᠡᠷᠡᠭᠯᠡᠬᠦ ᠨᠢ ᠴᠢᠬᠤᠯᠠ ᠠᠴᠠ ᠬᠢᠯᠢᠳᠡᠭ ᠮᠣᠩᠭᠣᠯ ᠦᠨᠳᠦᠰᠦᠲᠡᠨ ᠦ ᠣᠶᠤᠨ ᠰᠠᠨᠠᠭᠠ: [134, 62, 141, 530]
